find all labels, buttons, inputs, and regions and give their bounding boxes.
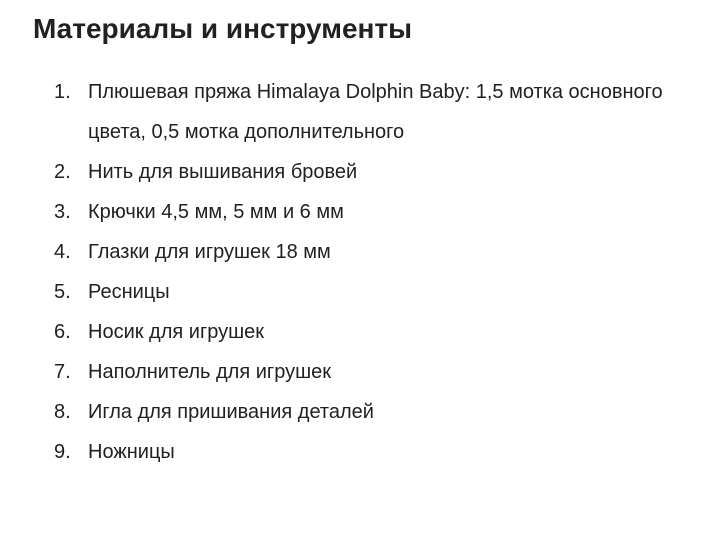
materials-list	[0, 72, 713, 472]
list-item	[0, 232, 713, 272]
list-item-text: Ножницы	[88, 441, 175, 463]
list-item	[0, 352, 713, 392]
list-item-number: 7.	[54, 361, 71, 383]
list-item-number: 5.	[54, 281, 71, 303]
list-item-number: 8.	[54, 401, 71, 423]
list-item-number: 1.	[54, 81, 71, 103]
list-item-text: Крючки 4,5 мм, 5 мм и 6 мм	[88, 201, 344, 223]
list-item	[0, 312, 713, 352]
list-item-text: Игла для пришивания деталей	[88, 401, 374, 423]
list-item-text: Плюшевая пряжа Himalaya Dolphin Baby: 1,5 мотка основного цвета, 0,5 мотка дополнительного	[88, 81, 663, 143]
list-item	[0, 392, 713, 432]
list-item-number: 2.	[54, 161, 71, 183]
list-item-text: Нить для вышивания бровей	[88, 161, 358, 183]
list-item-text: Носик для игрушек	[88, 321, 265, 343]
list-item	[0, 72, 713, 152]
list-item-number: 9.	[54, 441, 71, 463]
list-item	[0, 432, 713, 472]
list-item	[0, 152, 713, 192]
list-item-text: Ресницы	[88, 281, 170, 303]
list-item-text: Глазки для игрушек 18 мм	[88, 241, 331, 263]
list-item-number: 3.	[54, 201, 71, 223]
list-item	[0, 272, 713, 312]
list-item	[0, 192, 713, 232]
list-item-number: 4.	[54, 241, 71, 263]
page-title: Материалы и инструменты	[33, 13, 413, 44]
list-item-number: 6.	[54, 321, 71, 343]
list-item-text: Наполнитель для игрушек	[88, 361, 332, 383]
